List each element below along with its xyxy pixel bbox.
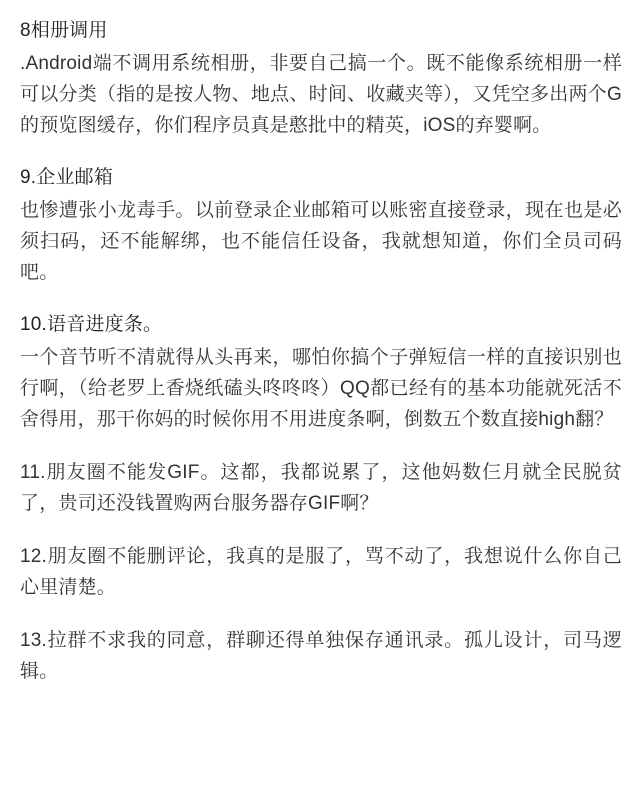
section-body: 一个音节听不清就得从头再来，哪怕你搞个子弹短信一样的直接识别也行啊，（给老罗上香烧纸磕头咚咚咚）QQ都已经有的基本功能就死活不舍得用，那干你妈的时候你用不用进度条啊，倒数五个数直接high翻？ [20, 347, 622, 430]
section-body: 也惨遭张小龙毒手。以前登录企业邮箱可以账密直接登录，现在也是必须扫码，还不能解绑，也不能信任设备，我就想知道，你们全员司码吧。 [20, 200, 622, 283]
section-body: 13.拉群不求我的同意，群聊还得单独保存通讯录。孤儿设计，司马逻辑。 [20, 630, 622, 682]
document-section [20, 16, 622, 141]
section-heading: 9.企业邮箱 [20, 167, 114, 188]
document-section [20, 310, 622, 435]
document-section [20, 457, 622, 519]
document-section [20, 163, 622, 288]
section-body: 12.朋友圈不能删评论，我真的是服了，骂不动了，我想说什么你自己心里清楚。 [20, 546, 622, 598]
section-heading: 8相册调用 [20, 20, 108, 41]
document-section [20, 541, 622, 603]
section-heading: 10.语音进度条。 [20, 314, 163, 335]
section-body: .Android端不调用系统相册，非要自己搞一个。既不能像系统相册一样可以分类（指的是按人物、地点、时间、收藏夹等），又凭空多出两个G的预览图缓存，你们程序员真是憨批中的精英，iOS的弃婴啊。 [20, 53, 622, 136]
section-body: 11.朋友圈不能发GIF。这都，我都说累了，这他妈数仨月就全民脱贫了，贵司还没钱置购两台服务器存GIF啊？ [20, 462, 622, 514]
document-section [20, 625, 622, 687]
